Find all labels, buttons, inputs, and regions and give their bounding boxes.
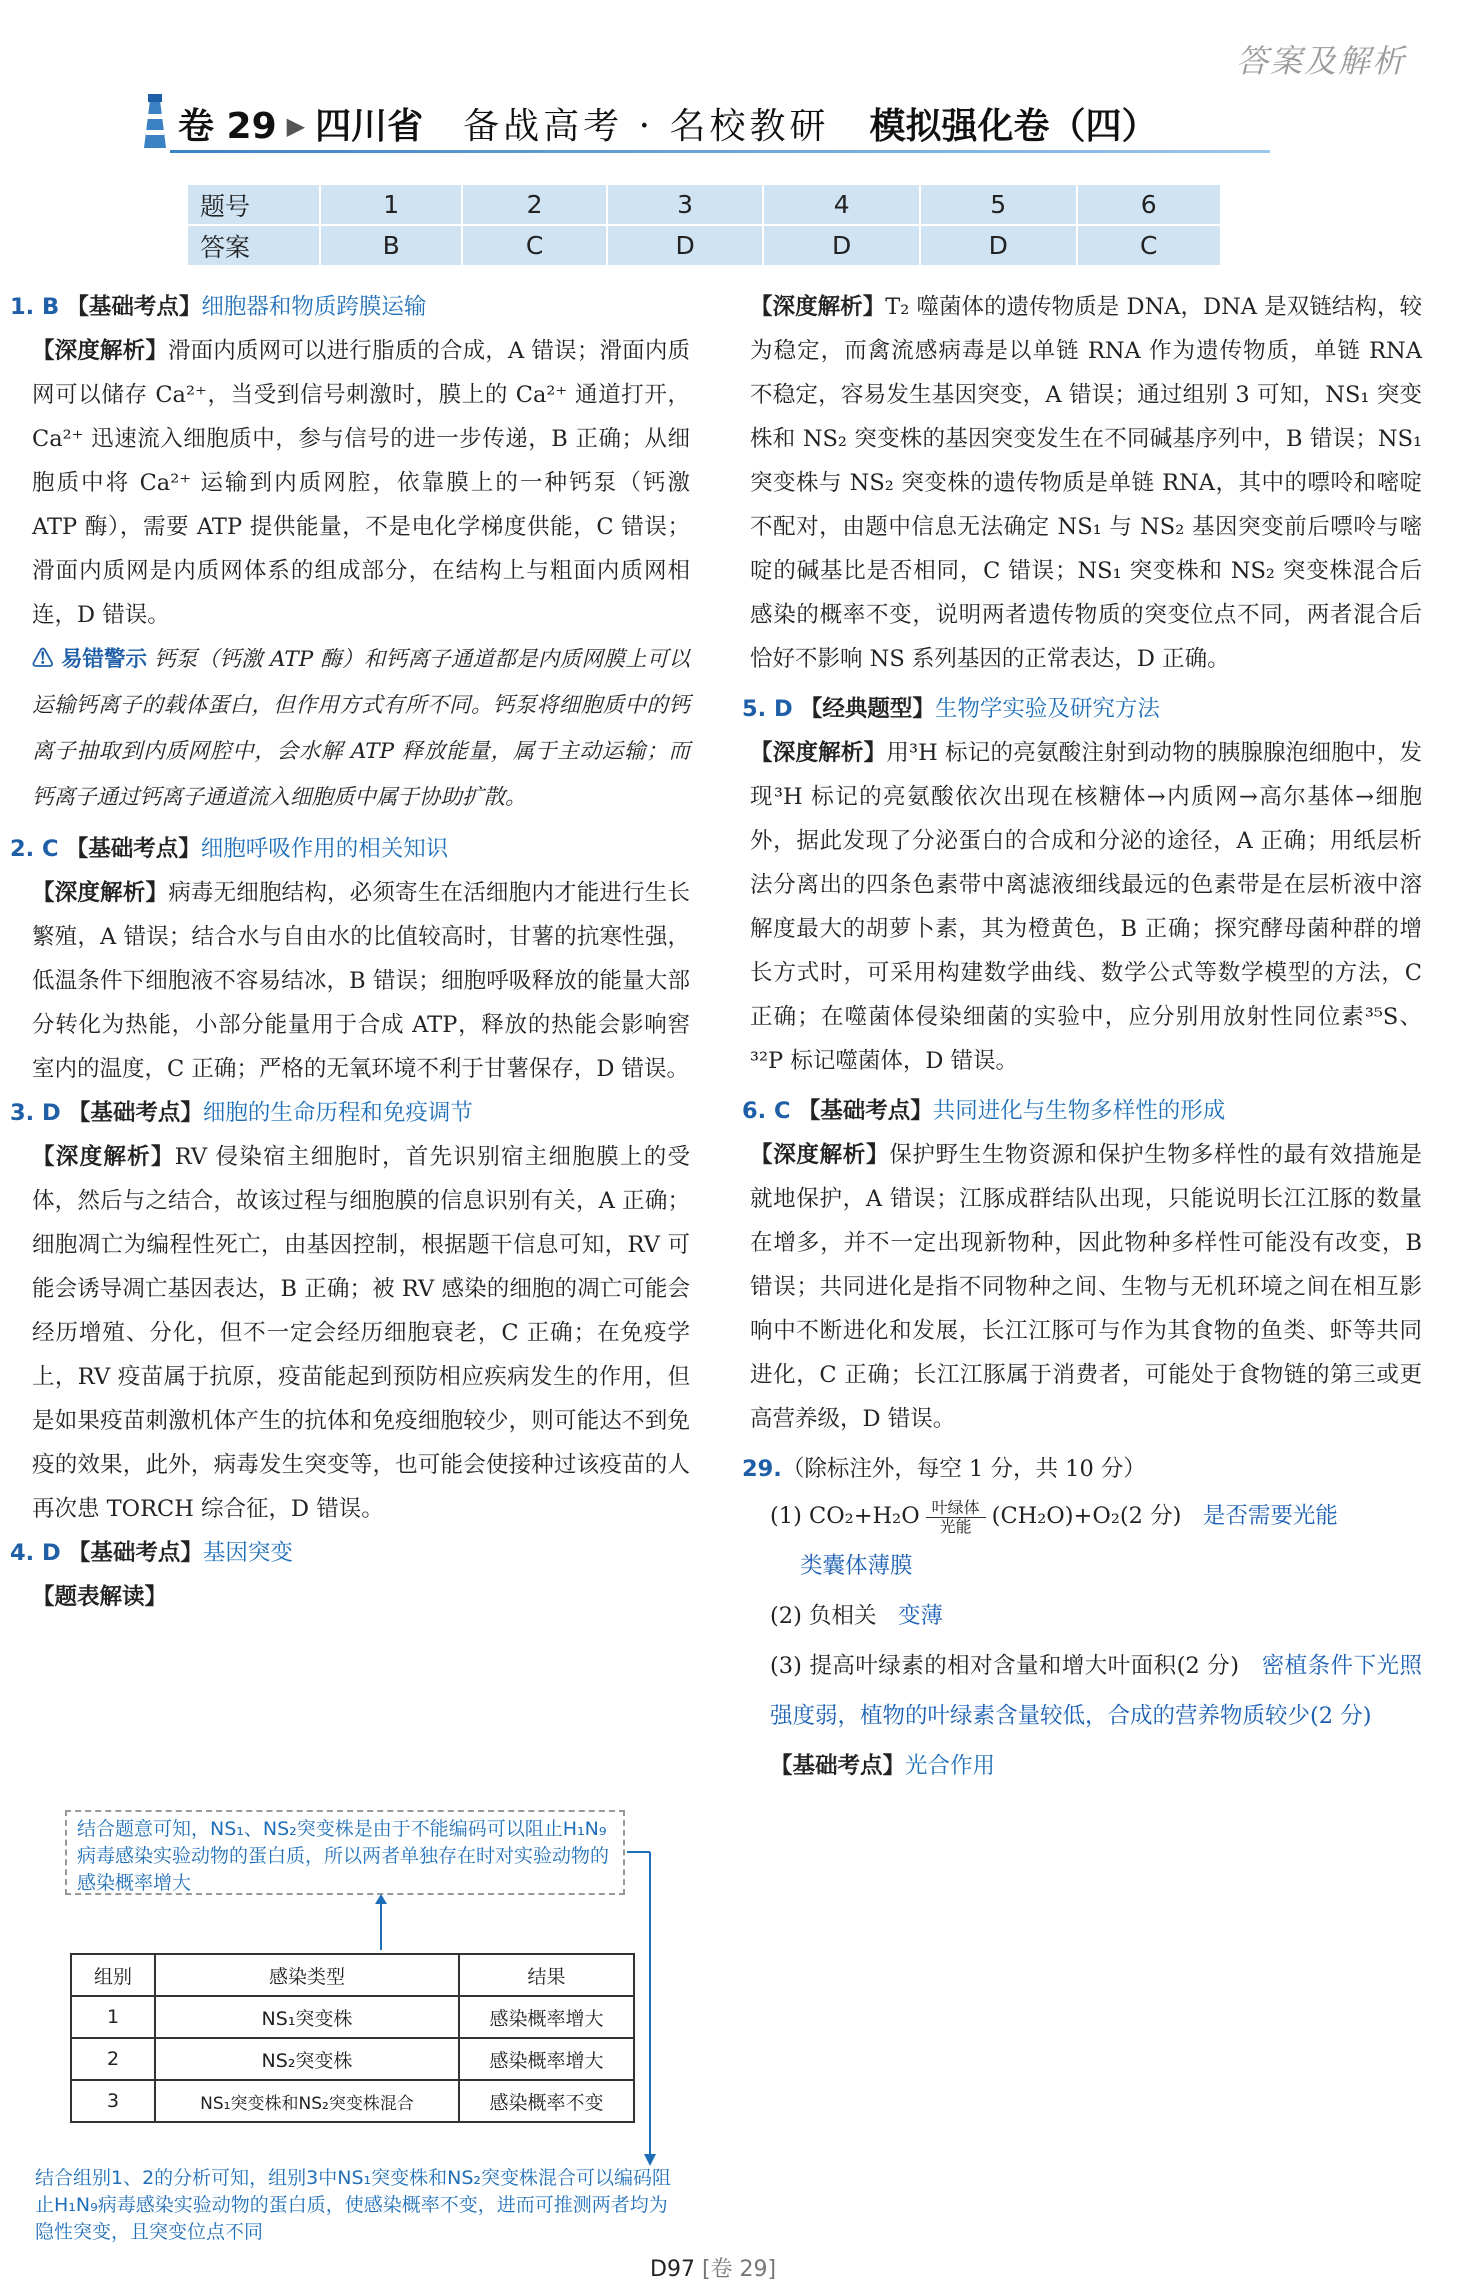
answer-text: (2) 负相关 bbox=[770, 1603, 877, 1629]
q4-topic: 基因突变 bbox=[202, 1540, 293, 1566]
question-number: 6 bbox=[1077, 184, 1221, 225]
table-cell: 3 bbox=[71, 2080, 155, 2122]
question-number: 4 bbox=[763, 184, 920, 225]
handwritten-answer: 变薄 bbox=[898, 1603, 944, 1629]
title-region: 四川省 bbox=[315, 106, 424, 147]
q2-topic: 细胞呼吸作用的相关知识 bbox=[200, 836, 449, 862]
table-cell: 1 bbox=[71, 1996, 155, 2038]
answer-cell: D bbox=[920, 225, 1077, 266]
q6-topic: 共同进化与生物多样性的形成 bbox=[932, 1098, 1226, 1124]
analysis-tag: 【深度解析】 bbox=[32, 338, 168, 364]
q4-analysis-text: T₂ 噬菌体的遗传物质是 DNA，DNA 是双链结构，较为稳定，而禽流感病毒是以单链 RNA 作为遗传物质，单链 RNA 不稳定，容易发生基因突变，A 错误；通过组别 3 可知，NS₁ 突变株和 NS₂ 突变株的基因突变发生在不同碱基序列中，B 错误；NS₁ 突变株与 NS₂ 突变株的遗传物质是单链 RNA，其中的嘌呤和嘧啶不配对，由题中信息无法确定 NS₁ 与 NS₂ 基因突变前后嘌呤与嘧啶的碱基比是否相同，C 错误；NS₁ 突变株和 NS₂ 突变株混合后感染的概率不变，说明两者遗传物质的突变位点不同，两者混合后恰好不影响 NS 系列基因的正常表达，D 正确。 bbox=[750, 294, 1422, 672]
q5-analysis bbox=[742, 731, 1422, 1083]
q29-line1 bbox=[742, 1491, 1422, 1541]
q2-analysis bbox=[10, 871, 690, 1091]
table-cell: NS₁突变株 bbox=[155, 1996, 459, 2038]
q2-number: 2. C bbox=[10, 836, 59, 862]
table-header: 结果 bbox=[459, 1954, 634, 1996]
table-header-row bbox=[71, 1954, 634, 1996]
lighthouse-icon bbox=[138, 92, 172, 152]
left-column bbox=[10, 285, 690, 1619]
q3-number: 3. D bbox=[10, 1100, 61, 1126]
table-cell: 感染概率增大 bbox=[459, 1996, 634, 2038]
handwritten-answer: 类囊体薄膜 bbox=[800, 1553, 913, 1579]
table-cell: 2 bbox=[71, 2038, 155, 2080]
q4-table-figure bbox=[35, 1810, 690, 2243]
figure-note-bottom: 结合组别1、2的分析可知，组别3中NS₁突变株和NS₂突变株混合可以编码阻止H₁N₉病毒感染实验动物的蛋白质，使感染概率不变，进而可推测两者均为隐性突变，且突变位点不同 bbox=[35, 2167, 672, 2243]
q29-topic-line bbox=[742, 1741, 1422, 1791]
answer-cell: C bbox=[1077, 225, 1221, 266]
analysis-tag: 【深度解析】 bbox=[750, 294, 886, 320]
q3-analysis bbox=[10, 1135, 690, 1531]
page-number bbox=[650, 2252, 776, 2283]
q3-tag: 【基础考点】 bbox=[67, 1100, 203, 1126]
handwritten-answer: 是否需要光能 bbox=[1202, 1503, 1338, 1529]
table-header: 组别 bbox=[71, 1954, 155, 1996]
table-cell: 感染概率不变 bbox=[459, 2080, 634, 2122]
q29-header bbox=[742, 1447, 1422, 1491]
q1-tag: 【基础考点】 bbox=[66, 294, 202, 320]
row-label-answer: 答案 bbox=[187, 225, 320, 266]
q6-analysis bbox=[742, 1133, 1422, 1441]
q29-tag: 【基础考点】 bbox=[770, 1753, 906, 1779]
warning-badge: ⚠ 易错警示 bbox=[32, 647, 148, 672]
warning-label: 易错警示 bbox=[61, 647, 148, 672]
q6-header bbox=[742, 1089, 1422, 1133]
q6-tag: 【基础考点】 bbox=[797, 1098, 933, 1124]
answer-table-row-answers bbox=[187, 225, 1221, 266]
equation-reactants: (1) CO₂+H₂O bbox=[770, 1503, 920, 1529]
q3-topic: 细胞的生命历程和免疫调节 bbox=[202, 1100, 473, 1126]
reaction-arrow bbox=[926, 1499, 986, 1536]
answer-cell: B bbox=[320, 225, 462, 266]
q2-tag: 【基础考点】 bbox=[65, 836, 201, 862]
q4-number: 4. D bbox=[10, 1540, 61, 1566]
warning-text: 钙泵（钙激 ATP 酶）和钙离子通道都是内质网膜上可以运输钙离子的载体蛋白，但作用方式有所不同。钙泵将细胞质中的钙离子抽取到内质网腔中，会水解 ATP 释放能量，属于主动运输；而钙离子通过钙离子通道流入细胞质中属于协助扩散。 bbox=[32, 647, 690, 810]
figure-note-top: 结合题意可知，NS₁、NS₂突变株是由于不能编码可以阻止H₁N₉病毒感染实验动物的蛋白质，所以两者单独存在时对实验动物的感染概率增大 bbox=[65, 1810, 625, 1895]
table-cell: NS₂突变株 bbox=[155, 2038, 459, 2080]
question-number: 1 bbox=[320, 184, 462, 225]
q29-line4 bbox=[742, 1641, 1422, 1741]
analysis-tag: 【深度解析】 bbox=[32, 880, 169, 906]
q29-topic: 光合作用 bbox=[905, 1753, 996, 1779]
q2-analysis-text: 病毒无细胞结构，必须寄生在活细胞内才能进行生长繁殖，A 错误；结合水与自由水的比值较高时，甘薯的抗寒性强，低温条件下细胞液不容易结冰，B 错误；细胞呼吸释放的能量大部分转化为热能，小部分能量用于合成 ATP，释放的热能会影响窖室内的温度，C 正确；严格的无氧环境不利于甘薯保存，D 错误。 bbox=[32, 880, 690, 1082]
answer-text: (3) 提高叶绿素的相对含量和增大叶面积(2 分) bbox=[770, 1653, 1239, 1679]
q2-header bbox=[10, 827, 690, 871]
answer-cell: C bbox=[462, 225, 606, 266]
table-row bbox=[71, 2080, 634, 2122]
q29-line3 bbox=[742, 1591, 1422, 1641]
q1-number: 1. B bbox=[10, 294, 60, 320]
q6-analysis-text: 保护野生生物资源和保护生物多样性的最有效措施是就地保护，A 错误；江豚成群结队出现，只能说明长江江豚的数量在增多，并不一定出现新物种，因此物种多样性可能没有改变，B 错误；共同进化是指不同物种之间、生物与无机环境之间在相互影响中不断进化和发展，长江江豚可与作为其食物的鱼类、虾等共同进化，C 正确；长江江豚属于消费者，可能处于食物链的第三或更高营养级，D 错误。 bbox=[750, 1142, 1422, 1432]
reaction-condition-bottom: 光能 bbox=[939, 1516, 972, 1536]
right-column bbox=[742, 285, 1422, 1791]
q3-analysis-text: RV 侵染宿主细胞时，首先识别宿主细胞膜上的受体，然后与之结合，故该过程与细胞膜的信息识别有关，A 正确；细胞凋亡为编程性死亡，由基因控制，根据题干信息可知，RV 可能会诱导凋亡基因表达，B 正确；被 RV 感染的细胞的凋亡可能会经历增殖、分化，但不一定会经历细胞衰老，C 正确；在免疫学上，RV 疫苗属于抗原，疫苗能起到预防相应疾病发生的作用，但是如果疫苗刺激机体产生的抗体和免疫细胞较少，则可能达不到免疫的效果，此外，病毒发生突变等，也可能会使接种过该疫苗的人再次患 TORCH 综合征，D 错误。 bbox=[32, 1144, 690, 1522]
answer-table bbox=[186, 183, 1222, 267]
q6-number: 6. C bbox=[742, 1098, 791, 1124]
reaction-condition-top: 叶绿体 bbox=[926, 1499, 986, 1518]
page-title: 卷 29 ▶ 四川省 备战高考 · 名校教研 模拟强化卷（四） bbox=[178, 106, 1158, 147]
title-underline bbox=[170, 150, 1270, 153]
q5-topic: 生物学实验及研究方法 bbox=[934, 696, 1160, 722]
title-subtitle: 备战高考 · 名校教研 bbox=[463, 106, 830, 147]
q4-header bbox=[10, 1531, 690, 1575]
analysis-tag: 【深度解析】 bbox=[750, 740, 887, 766]
q29-intro: （除标注外，每空 1 分，共 10 分） bbox=[781, 1456, 1146, 1482]
row-label-number: 题号 bbox=[187, 184, 320, 225]
table-cell: NS₁突变株和NS₂突变株混合 bbox=[155, 2080, 459, 2122]
q5-analysis-text: 用³H 标记的亮氨酸注射到动物的胰腺腺泡细胞中，发现³H 标记的亮氨酸依次出现在核糖体→内质网→高尔基体→细胞外，据此发现了分泌蛋白的合成和分泌的途径，A 正确；用纸层析法分离出的四条色素带中离滤液细线最远的色素带是在层析液中溶解度最大的胡萝卜素，其为橙黄色，B 正确；探究酵母菌种群的增长方式时，可采用构建数学曲线、数学公式等数学模型的方法，C 正确；在噬菌体侵染细菌的实验中，应分别用放射性同位素³⁵S、³²P 标记噬菌体，D 错误。 bbox=[750, 740, 1422, 1074]
handwritten-answer: 密植条件下光照强度弱，植物的叶绿素含量较低，合成的营养物质较少(2 分) bbox=[770, 1653, 1422, 1729]
table-cell: 感染概率增大 bbox=[459, 2038, 634, 2080]
q5-header bbox=[742, 687, 1422, 731]
q1-header bbox=[10, 285, 690, 329]
q4-tag: 【基础考点】 bbox=[67, 1540, 203, 1566]
table-row bbox=[71, 1996, 634, 2038]
table-header: 感染类型 bbox=[155, 1954, 459, 1996]
page-number-sub: [卷 29] bbox=[701, 2257, 777, 2282]
page-number-main: D97 bbox=[650, 2257, 695, 2282]
answer-cell: D bbox=[763, 225, 920, 266]
analysis-tag: 【深度解析】 bbox=[750, 1142, 890, 1168]
q4-right-analysis bbox=[742, 285, 1422, 681]
title-exam-name: 模拟强化卷（四） bbox=[869, 106, 1158, 147]
question-number: 5 bbox=[920, 184, 1077, 225]
analysis-tag: 【深度解析】 bbox=[32, 1144, 175, 1170]
title-bar bbox=[130, 90, 1280, 160]
q1-analysis-text: 滑面内质网可以进行脂质的合成，A 错误；滑面内质网可以储存 Ca²⁺，当受到信号刺激时，膜上的 Ca²⁺ 通道打开，Ca²⁺ 迅速流入细胞质中，参与信号的进一步传递，B 正确；从细胞质中将 Ca²⁺ 运输到内质网腔，依靠膜上的一种钙泵（钙激 ATP 酶），需要 ATP 提供能量，不是电化学梯度供能，C 错误；滑面内质网是内质网体系的组成部分，在结构上与粗面内质网相连，D 错误。 bbox=[32, 338, 690, 628]
answer-table-row-numbers bbox=[187, 184, 1221, 225]
q1-warning bbox=[10, 637, 690, 821]
q1-topic: 细胞器和物质跨膜运输 bbox=[201, 294, 427, 320]
q3-header bbox=[10, 1091, 690, 1135]
question-number: 3 bbox=[607, 184, 764, 225]
table-row bbox=[71, 2038, 634, 2080]
q5-tag: 【经典题型】 bbox=[799, 696, 935, 722]
q29-number: 29. bbox=[742, 1456, 782, 1482]
q4-table-tag: 【题表解读】 bbox=[32, 1584, 168, 1610]
q4-data-table bbox=[70, 1953, 635, 2123]
page-corner-label: 答案及解析 bbox=[1235, 42, 1406, 80]
title-volume: 卷 29 bbox=[178, 106, 277, 147]
q5-number: 5. D bbox=[742, 696, 793, 722]
equation-products: (CH₂O)+O₂(2 分) bbox=[991, 1503, 1182, 1529]
q1-analysis bbox=[10, 329, 690, 637]
question-number: 2 bbox=[462, 184, 606, 225]
answer-cell: D bbox=[607, 225, 764, 266]
